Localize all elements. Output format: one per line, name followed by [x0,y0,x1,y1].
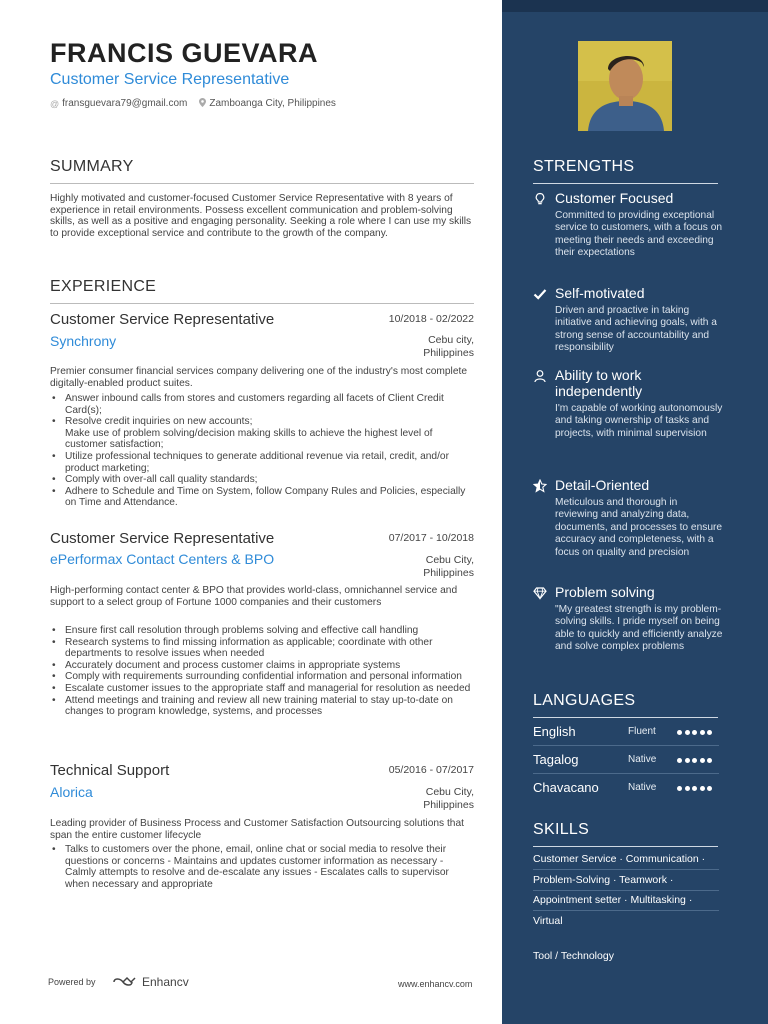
summary-heading: SUMMARY [50,158,134,175]
email-icon: @ [50,98,60,109]
job-bullet: • Escalate customer issues to the appropriate staff and managerial for resolution as needed [50,683,474,695]
checkmark-icon [533,287,547,301]
proficiency-dot [685,758,690,763]
job-bullet: • Attend meetings and training and review all new training material to stay up-to-date on changes to program knowledge, systems, and processes [50,695,474,718]
language-item [533,724,719,740]
skills-divider [533,846,718,847]
proficiency-dot [677,730,682,735]
job-location-line: Cebu city, [428,334,474,346]
language-name: English [533,724,576,739]
contact-location: Zamboanga City, Philippines [209,98,336,109]
skill-tags-line: Virtual [533,915,563,927]
proficiency-dot [700,786,705,791]
languages-divider [533,717,718,718]
experience-entry [50,311,474,521]
proficiency-dot [677,758,682,763]
job-bullet: • Research systems to find missing information as applicable; coordinate with other departments to resolve issues when needed [50,637,474,660]
job-location [423,786,474,812]
strength-item [533,584,723,669]
job-bullet: • Accurately document and process customer claims in appropriate systems [50,660,474,672]
skill-tags-line: Tool / Technology [533,950,614,962]
strengths-heading: STRENGTHS [533,158,635,175]
job-location [423,554,474,580]
skill-tags-line: Customer Service · Communication · [533,853,706,865]
enhancv-logo-icon [112,976,138,988]
language-name: Tagalog [533,752,579,767]
skill-separator [533,910,719,911]
enhancv-logo[interactable] [112,975,189,989]
experience-heading: EXPERIENCE [50,278,157,295]
languages-heading: LANGUAGES [533,692,636,709]
job-bullets [50,625,474,718]
language-proficiency-dots [677,730,715,735]
strength-item [533,190,723,280]
job-bullet-text: Resolve credit inquiries on new accounts; Make use of problem solving/decision making skills to achieve the highest level of customer satisfaction; [65,416,433,451]
proficiency-dot [685,786,690,791]
star-half-icon [533,479,547,493]
job-description: Leading provider of Business Process and Customer Satisfaction Outsourcing solutions that span the entire customer lifecycle [50,818,464,841]
proficiency-dot [692,786,697,791]
job-bullet: • Utilize professional techniques to generate additional revenue via retail, credit, and/or product marketing; [50,451,474,474]
proficiency-dot [692,730,697,735]
skills-heading: SKILLS [533,821,590,838]
job-location [423,334,474,360]
proficiency-dot [707,786,712,791]
enhancv-brand-text: Enhancv [142,975,189,989]
job-title: Customer Service Representative [50,530,275,547]
proficiency-dot [692,758,697,763]
job-bullet: • Talks to customers over the phone, email, online chat or social media to resolve their questions or concerns - Maintains and updates customer information as necessary - Calmly attempts to resolve and de-escalate any issues - Escalates calls to supervisor when necessary and appropriate [50,844,474,890]
experience-entry [50,530,474,755]
job-title: Customer Service Representative [50,311,275,328]
contact-row [50,98,336,109]
language-item [533,780,719,796]
job-location-line: Cebu City, [425,554,474,566]
job-dates: 10/2018 - 02/2022 [388,313,474,325]
job-company[interactable]: Alorica [50,784,93,800]
language-name: Chavacano [533,780,599,795]
language-item [533,752,719,768]
candidate-role: Customer Service Representative [50,71,290,88]
job-bullet: • Answer inbound calls from stores and customers regarding all facets of Client Credit Card(s); [50,393,474,416]
strength-description: Meticulous and thorough in reviewing and analyzing data, documents, and processes to ensure accuracy and completeness, with a focus on quality and precision [555,497,723,558]
job-company[interactable]: ePerformax Contact Centers & BPO [50,551,275,567]
strength-description: I'm capable of working autonomously and taking ownership of tasks and projects, with minimal supervision [555,403,723,439]
job-bullets [50,844,474,890]
language-separator [533,773,719,774]
lightbulb-icon [533,192,547,206]
location-pin-icon [199,98,206,109]
job-location-line: Philippines [423,799,474,811]
strength-description: Driven and proactive in taking initiative and achieving goals, with a strong sense of accountability and responsibility [555,305,717,354]
skill-separator [533,890,719,891]
language-proficiency-dots [677,786,715,791]
profile-photo [578,41,672,131]
skill-tags-line: Appointment setter · Multitasking · [533,894,693,906]
proficiency-dot [700,758,705,763]
sidebar-top-bar [502,0,768,12]
job-company[interactable]: Synchrony [50,333,117,349]
language-level: Fluent [628,726,656,737]
strength-description: "My greatest strength is my problem-solving skills. I pride myself on being able to quickly and efficiently analyze and solve complex problems [555,604,723,653]
strength-title: Customer Focused [555,190,674,206]
strengths-divider [533,183,718,184]
candidate-name: FRANCIS GUEVARA [50,38,319,68]
job-bullet: • Comply with requirements surrounding confidential information and personal information [50,671,474,683]
job-location-line: Philippines [423,347,474,359]
language-level: Native [628,754,657,765]
job-location-line: Cebu City, [425,786,474,798]
job-dates: 07/2017 - 10/2018 [388,532,474,544]
strength-title: Detail-Oriented [555,477,650,493]
job-bullet [50,416,474,451]
job-description: High-performing contact center & BPO that provides world-class, omnichannel service and support to a select group of Fortune 1000 companies and their customers [50,585,458,608]
sidebar-column [502,0,768,1024]
strength-description: Committed to providing exceptional service to customers, with a focus on meeting their needs and exceeding their expectations [555,210,723,259]
footer-powered-by: Powered by [48,977,96,987]
summary-text: Highly motivated and customer-focused Customer Service Representative with 8 years of experience in retail environments. Possess excellent communication and problem-solving skills, as well as a positive and engaging personality. Seeking a role where I can use my skills to provide exceptional service and contribute to the growth of the company. [50,193,472,239]
experience-divider [50,303,474,304]
job-bullet: • Comply with over-all call quality standards; [50,474,474,486]
language-separator [533,745,719,746]
job-title: Technical Support [50,762,170,779]
proficiency-dot [700,730,705,735]
person-icon [533,369,547,383]
language-level: Native [628,782,657,793]
job-bullets [50,393,474,509]
language-proficiency-dots [677,758,715,763]
proficiency-dot [685,730,690,735]
summary-divider [50,183,474,184]
proficiency-dot [707,730,712,735]
job-bullet: • Adhere to Schedule and Time on System, follow Company Rules and Policies, especially on Time and Attendance. [50,486,474,509]
footer-url[interactable]: www.enhancv.com [398,979,473,989]
job-description: Premier consumer financial services company delivering one of the industry's most complete digitally-enabled product suites. [50,366,467,389]
proficiency-dot [707,758,712,763]
job-dates: 05/2016 - 07/2017 [388,764,474,776]
proficiency-dot [677,786,682,791]
strength-item [533,367,723,472]
strength-item [533,285,723,365]
skill-separator [533,869,719,870]
contact-email[interactable]: fransguevara79@gmail.com [62,98,188,109]
strength-title: Self-motivated [555,285,645,301]
job-location-line: Philippines [423,567,474,579]
strength-item [533,477,723,577]
skill-tags-line: Problem-Solving · Teamwork · [533,874,674,886]
diamond-icon [533,586,547,600]
job-bullet: • Ensure first call resolution through problems solving and effective call handling [50,625,474,637]
experience-entry [50,762,474,902]
strength-title: Problem solving [555,584,655,600]
strength-title: Ability to work independently [555,367,643,399]
